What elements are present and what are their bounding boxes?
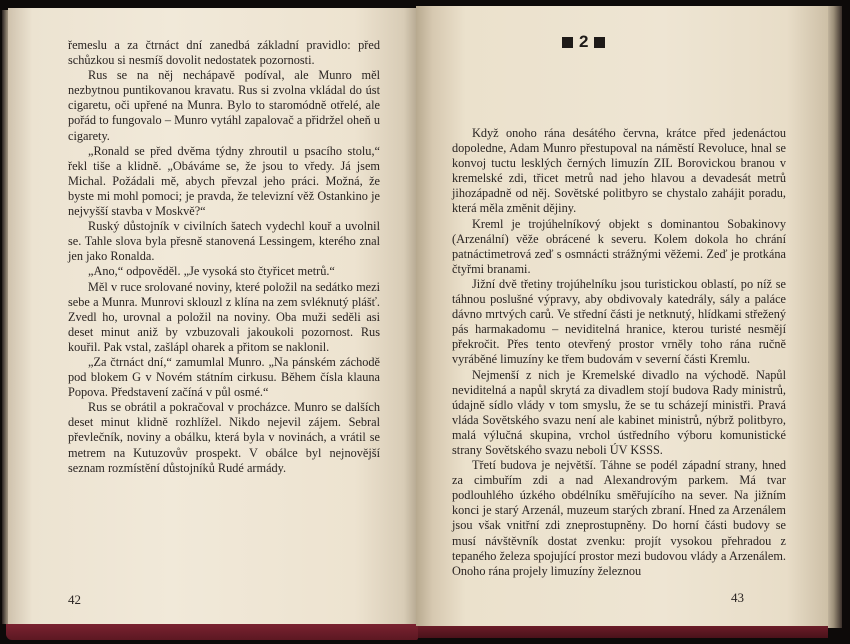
square-ornament-icon [562, 37, 573, 48]
right-page-number: 43 [731, 590, 744, 605]
paragraph: Jižní dvě třetiny trojúhelníku jsou turistickou oblastí, po níž se táhnou poslušné výpravy, aby obdivovaly katedrály, sály a paláce dávno mrtvých carů. Ve střední části je netknutý, hlídkami střežený pás harmakadomu – neviditelná hranice, kterou turisté nesmějí překročit. Přes tento otevřený prostor vrněly toho rána ručně vyráběné limuzíny ke třem budovám v severní části Kremlu. [452, 276, 786, 367]
paragraph: Když onoho rána desátého června, krátce před jedenáctou dopoledne, Adam Munro přestupoval na náměstí Revoluce, hnal se konvoj tuctu lesklých černých limuzín ZIL Borovickou branou v kremelské zdi, třicet metrů nad jeho hlavou a devadesát metrů jihozápadně od něj. Sovětské politbyro se chystalo zahájit poradu, která měla změnit dějiny. [452, 126, 786, 216]
paragraph: Nejmenší z nich je Kremelské divadlo na východě. Napůl neviditelná a napůl skrytá za divadlem stojí budova Rady ministrů, údajně sídlo vlády v tom smyslu, že se tu scházejí ministři. Pravá vláda Sovětského svazu není ale kabinet ministrů, nýbrž politbyro, malá výlučná skupina, vrchol ústředního výboru komunistické strany Sovětského svazu neboli ÚV KSSS. [452, 367, 786, 457]
paragraph: Kreml je trojúhelníkový objekt s dominantou Sobakinovy (Arzenální) věže obrácené k severu. Kolem dokola ho chrání patnáctimetrová zeď s osmnácti strážnými věžemi. Zeď je protkána čtyřmi branami. [452, 216, 786, 276]
paragraph: „Za čtrnáct dní,“ zamumlal Munro. „Na pánském záchodě pod blokem G v Novém státním cirkusu. Během čísla klauna Popova. Představení začíná v půl osmé.“ [68, 354, 380, 400]
left-page-text [68, 38, 380, 476]
left-page-number: 42 [68, 592, 81, 607]
left-page [8, 8, 416, 624]
square-ornament-icon [594, 37, 605, 48]
paragraph: „Ronald se před dvěma týdny zhroutil u psacího stolu,“ řekl tiše a klidně. „Obáváme se, že jsou to vředy. Já jsem Michal. Požádali mě, abych převzal jeho práci. Možná, že byste mi mohl pomoci; je pravda, že televizní věž Ostankino je nejvyšší stavba v Moskvě?“ [68, 143, 380, 219]
paragraph: řemeslu a za čtrnáct dní zanedbá základní pravidlo: před schůzkou si nesmíš dovolit nedostatek pozornosti. [68, 38, 380, 68]
right-page [416, 6, 828, 626]
paragraph: Ruský důstojník v civilních šatech vydechl kouř a uvolnil se. Tahle slova byla přesně stanovená Lessingem, kterého znal jen jako Ronalda. [68, 219, 380, 264]
right-page-edge [828, 6, 842, 628]
paragraph: Rus se obrátil a pokračoval v procházce. Munro se dalších deset minut klidně rozhlížel. Nikdo nejevil zájem. Sebral převlečník, noviny a obálku, která byla v novinách, a vrátil se metrem na Kutuzovův prospekt. V obálce byl nejnovější seznam rozmístění důstojníků Rudé armády. [68, 400, 380, 475]
paragraph: „Ano,“ odpověděl. „Je vysoká sto čtyřicet metrů.“ [88, 264, 335, 279]
paragraph: Měl v ruce srolované noviny, které položil na sedátko mezi sebe a Munra. Munrovi sklouzl z klína na zem svléknutý plášť. Zvedl ho, urovnal a položil na noviny. Oba muži seděli asi deset minut aniž by vzbuzovali jakoukoli pozornost. Rus kouřil. Pak vstal, zašlápl oharek a přitom se naklonil. [68, 279, 380, 354]
paragraph: Třetí budova je největší. Táhne se podél západní strany, hned za cimbuřím zdi a nad Alexandrovým parkem. Má tvar podlouhlého úzkého obdélníku směřujícího na sever. Na jižním konci je starý Arzenál, muzeum starých zbraní. Hned za Arzenálem jsou však vnitřní zdi zneprostupněny. Do horní části budovy se musí návštěvník dostat zvenku: projít vysokou přehradou z tepaného železa spojující prostor mezi budovou vlády a Arzenálem. Onoho rána projely limuzíny železnou [452, 458, 786, 578]
chapter-number: 2 [579, 32, 589, 51]
right-page-text [452, 126, 786, 579]
book-cover-edge-right [418, 626, 828, 638]
paragraph: Rus se na něj nechápavě podíval, ale Munro měl nezbytnou puntikovanou kravatu. Rus si zvolna vkládal do úst cigaretu, oči upřené na Munra. Bylo to staromódně otřelé, ale pořád to fungovalo – Munro vytáhl zapalovač a přidržel oheň u cigarety. [68, 68, 380, 143]
chapter-heading [562, 32, 605, 52]
book-cover-edge [6, 624, 418, 640]
